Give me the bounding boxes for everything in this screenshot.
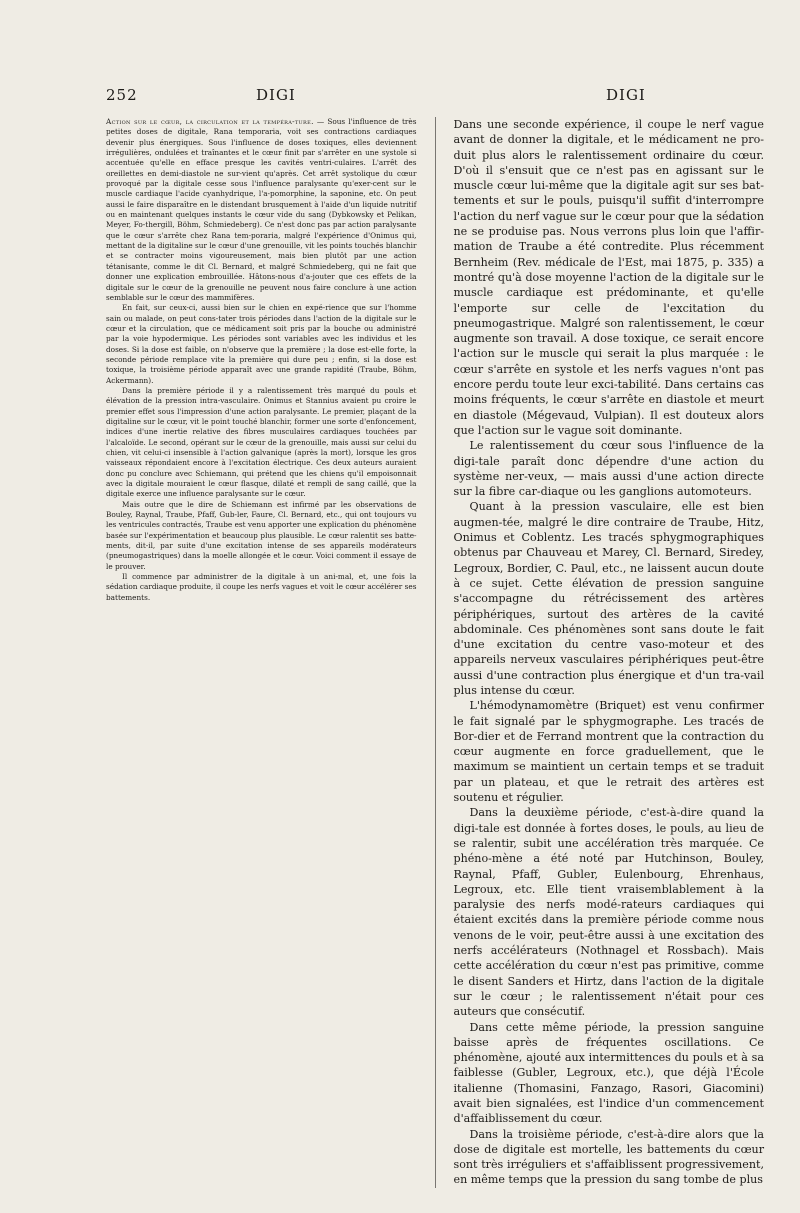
running-head-right: DIGI (606, 86, 646, 104)
left-column (106, 117, 417, 1188)
paragraph: Dans cette même période, la pression sanguine baisse après de fréquentes oscillations. Ce phénomène, ajouté aux intermittences du pouls et à sa faiblesse (Gubler, Legroux, etc.), que déjà l'École italienne (Thomasini, Fanzago, Rasori, Giacomini) avait bien signalées, est l'indice d'un commencement d'affaiblissement du cœur. (453, 1020, 764, 1126)
paragraph: Le ralentissement du cœur sous l'influence de la digi-tale paraît donc dépendre d'une action du système ner-veux, — mais aussi d'une action directe sur la fibre car-diaque ou les ganglions automoteurs. (453, 439, 764, 499)
paragraph: Dans la deuxième période, c'est-à-dire quand la digi-tale est donnée à fortes doses, le pouls, au lieu de se ralentir, subit une accélération très marquée. Ce phéno-mène a été noté par Hutchinson, Bouley, Raynal, Pfaff, Gubler, Eulenbourg, Ehrenhaus, Legroux, etc. Elle tient vraisemblablement à la paralysie des nerfs modé-rateurs cardiaques qui étaient excités dans la première période comme nous venons de le voir, peut-être aussi à une excitation des nerfs accélérateurs (Nothnagel et Rossbach). Mais cette accélération du cœur n'est pas primitive, comme le disent Sanders et Hirtz, dans l'action de la digitale sur le cœur ; le ralentissement n'était pour ces auteurs que consécutif. (453, 806, 764, 1019)
paragraph: L'hémodynamomètre (Briquet) est venu confirmer le fait signalé par le sphygmographe. Les tracés de Bor-dier et de Ferrand montrent que la contraction du cœur augmente en force graduellement, que le maximum se maintient un certain temps et se traduit par un plateau, et que le retrait des artères est soutenu et régulier. (453, 699, 764, 805)
section-heading: Action sur le cœur, la circulation et la tempéra-ture. (106, 117, 314, 126)
page-number: 252 (106, 86, 138, 104)
paragraph: Il commence par administrer de la digitale à un ani-mal, et, une fois la sédation cardiaque produite, il coupe les nerfs vagues et voit le cœur accélérer ses battements. (106, 572, 417, 602)
paragraph: En fait, sur ceux-ci, aussi bien sur le chien en expé-rience que sur l'homme sain ou malade, on peut cons-tater trois périodes dans l'action de la digitale sur le cœur et la circulation, que ce médicament soit pris par la bouche ou administré par la voie hypodermique. Les périodes sont variables avec les individus et les doses. Si la dose est faible, on n'observe que la première ; la dose est-elle forte, la seconde période remplace vite la première qui dure peu ; enfin, si la dose est toxique, la troisième période apparaît avec une grande rapidité (Traube, Böhm, Ackermann). (106, 303, 417, 385)
column-divider (435, 117, 436, 1188)
paragraph: Mais outre que le dire de Schiemann est infirmé par les observations de Bouley, Raynal, Traube, Pfaff, Gub-ler, Faure, Cl. Bernard, etc., qui ont toujours vu les ventricules contractés, Traube est venu apporter une explication du phénomène basée sur l'expérimentation et beaucoup plus plausible. Le cœur ralentit ses batte-ments, dit-il, par suite d'une excitation intense de ses appareils modérateurs (pneumogastriques) dans la moelle allongée et le cœur. Voici comment il essaye de le prouver. (106, 499, 417, 571)
paragraph: Action sur le cœur, la circulation et la tempéra-ture. — Sous l'influence de très petites doses de digitale, Rana temporaria, voit ses contractions cardiaques devenir plus énergiques. Sous l'influence de doses toxiques, elles deviennent irrégulières, ondulées et traînantes et le cœur finit par s'arrêter en une systole si accentuée qu'elle en efface presque les cavités ventri-culaires. L'arrêt des oreillettes en demi-diastole ne sur-vient qu'après. Cet arrêt systolique du cœur provoqué par la digitale cesse sous l'influence paralysante qu'exer-cent sur le muscle cardiaque l'acide cyanhydrique, l'a-pomorphine, la saponine, etc. On peut aussi le faire disparaître en le distendant brusquement à l'aide d'un liquide nutritif ou en maintenant quelques instants le cœur vide du sang (Dybkowsky et Pelikan, Meyer, Fo-thergill, Böhm, Schmiedeberg). Ce n'est donc pas par action paralysante que le cœur s'arrête chez Rana tem-poraria, malgré l'expérience d'Onimus qui, mettant de la digitaline sur le cœur d'une grenouille, vit les points touchés blanchir et se contracter moins vigoureusement, mais bien plutôt par une action tétanisante, comme le dit Cl. Bernard, et malgré Schmiedeberg, qui ne fait que donner une explication embrouillée. Hâtons-nous d'a-jouter que ces effets de la digitale sur le cœur de la grenouille ne peuvent nous faire conclure à une action semblable sur le cœur des mammifères. (106, 117, 417, 302)
page-header (106, 86, 764, 110)
paragraph: Quant à la pression vasculaire, elle est bien augmen-tée, malgré le dire contraire de Traube, Hitz, Onimus et Coblentz. Les tracés sphygmographiques obtenus par Chauveau et Marey, Cl. Bernard, Siredey, Legroux, Bordier, C. Paul, etc., ne laissent aucun doute à ce sujet. Cette élévation de pression sanguine s'accompagne du rétrécissement des artères périphériques, surtout des artères de la cavité abdominale. Ces phénomènes sont sans doute le fait d'une excitation du centre vaso-moteur et des appareils nerveux vasculaires périphériques peut-être aussi d'une contraction plus énergique et d'un tra-vail plus intense du cœur. (453, 500, 764, 697)
paragraph: Dans la troisième période, c'est-à-dire alors que la dose de digitale est mortelle, les battements du cœur sont très irréguliers et s'affaiblissent progressivement, en même temps que la pression du sang tombe de plus (453, 1127, 764, 1187)
paragraph: Dans une seconde expérience, il coupe le nerf vague avant de donner la digitale, et le médicament ne pro-duit plus alors le ralentissement ordinaire du cœur. D'où il s'ensuit que ce n'est pas en agissant sur le muscle cœur lui-même que la digitale agit sur ses bat-tements et sur le pouls, puisqu'il suffit d'interrompre l'action du nerf vague sur le cœur pour que la sédation ne se produise pas. Nous verrons plus loin que l'affir-mation de Traube a été contredite. Plus récemment Bernheim (Rev. médicale de l'Est, mai 1875, p. 335) a montré qu'à dose moyenne l'action de la digitale sur le muscle cardiaque est prédominante, et qu'elle l'emporte sur celle de l'excitation du pneumogastrique. Malgré son ralentissement, le cœur augmente son travail. A dose toxique, ce serait encore l'action sur le muscle qui serait la plus marquée : le cœur s'arrête en systole et les nerfs vagues n'ont pas encore perdu toute leur exci-tabilité. Dans certains cas moins fréquents, le cœur s'arrête en diastole et meurt en diastole (Mégevaud, Vulpian). Il est douteux alors que l'action sur le vague soit dominante. (453, 118, 764, 437)
right-column (454, 117, 765, 1188)
paragraph: Dans la première période il y a ralentissement très marqué du pouls et élévation de la pression intra-vasculaire. Onimus et Stannius avaient pu croire le premier effet sous l'impression d'une action paralysante. Le premier, plaçant de la digitaline sur le cœur, vit le point touché blanchir, former une sorte d'enfoncement, indices d'une inertie relative des fibres musculaires cardiaques touchées par l'alcaloïde. Le second, opérant sur le cœur de la grenouille, mais aussi sur celui du chien, vit celui-ci insensible à l'action galvanique (après la mort), lorsque les gros vaisseaux répondaient encore à l'excitation électrique. Ces deux auteurs auraient donc pu conclure avec Schiemann, qui prétend que les chiens qu'il empoisonnait avec la digitale mouraient le cœur flasque, dilaté et rempli de sang caillé, que la digitale exerce une influence paralysante sur le cœur. (106, 385, 417, 499)
text-columns (106, 117, 764, 1188)
running-head-left: DIGI (256, 86, 296, 104)
